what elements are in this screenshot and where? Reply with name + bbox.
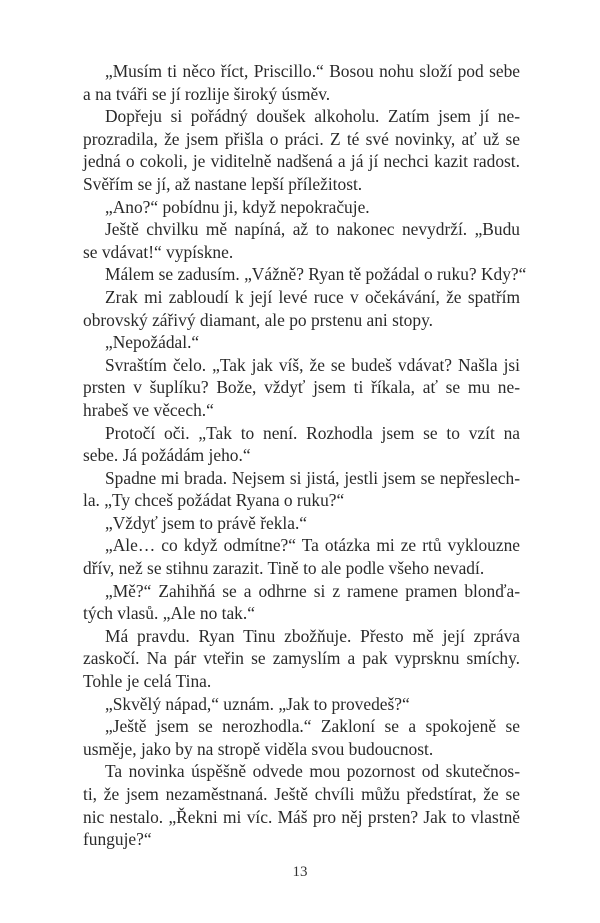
text-line: Má pravdu. Ryan Tinu zbožňuje. Přesto mě její zpráva <box>105 625 520 646</box>
paragraph <box>83 580 520 625</box>
paragraph <box>83 512 520 535</box>
text-line: „Ještě jsem se nerozhodla.“ Zakloní se a spokojeně se <box>105 716 520 737</box>
paragraph <box>83 693 520 716</box>
text-line: tých vlasů. „Ale no tak.“ <box>83 603 255 624</box>
paragraph <box>83 105 520 195</box>
paragraph <box>83 467 520 512</box>
paragraph <box>83 534 520 579</box>
text-line: „Ale… co když odmítne?“ Ta otázka mi ze rtů vyklouzne <box>105 535 520 556</box>
text-line: usměje, jako by na stropě viděla svou budoucnost. <box>83 738 434 759</box>
text-line: Svěřím se jí, až nastane lepší příležitost. <box>83 173 363 194</box>
paragraph <box>83 625 520 693</box>
paragraph <box>83 760 520 850</box>
text-line: prozradila, že jsem přišla o práci. Z té své novinky, ať už se <box>83 128 520 149</box>
text-line: sebe. Já požádám jeho.“ <box>83 445 251 466</box>
paragraph <box>83 715 520 760</box>
paragraph <box>83 286 520 331</box>
text-line: Svraštím čelo. „Tak jak víš, že se budeš vdávat? Našla jsi <box>105 354 520 375</box>
text-line: a na tváři se jí rozlije široký úsměv. <box>83 83 331 104</box>
text-line: „Nepožádal.“ <box>105 332 200 353</box>
paragraph <box>83 263 527 286</box>
text-line: Zrak mi zabloudí k její levé ruce v očekávání, že spatřím <box>105 286 520 307</box>
text-line: „Mě?“ Zahihňá se a odhrne si z ramene pramen blonďa- <box>105 580 520 601</box>
text-line: Spadne mi brada. Nejsem si jistá, jestli jsem se nepřeslech- <box>105 467 520 488</box>
text-line: Tohle je celá Tina. <box>83 671 212 692</box>
text-line: Ta novinka úspěšně odvede mou pozornost od skutečnos- <box>105 761 520 782</box>
paragraph <box>83 331 520 354</box>
book-page-text <box>83 60 527 851</box>
text-line: „Skvělý nápad,“ uznám. „Jak to provedeš?“ <box>105 693 410 714</box>
paragraph <box>83 354 520 422</box>
text-line: „Ano?“ pobídnu ji, když nepokračuje. <box>105 196 370 217</box>
paragraph <box>83 218 520 263</box>
text-line: Protočí oči. „Tak to není. Rozhodla jsem se to vzít na <box>105 422 520 443</box>
text-line: „Vždyť jsem to právě řekla.“ <box>105 512 308 533</box>
text-line: ti, že jsem nezaměstnaná. Ještě chvíli můžu předstírat, že se <box>83 784 520 804</box>
text-line: prsten v šuplíku? Bože, vždyť jsem ti říkala, ať se mu ne- <box>83 377 520 398</box>
paragraph <box>83 196 520 219</box>
text-line: funguje?“ <box>83 829 152 850</box>
text-line: obrovský zářivý diamant, ale po prstenu ani stopy. <box>83 309 433 330</box>
text-line: „Musím ti něco říct, Priscillo.“ Bosou nohu složí pod sebe <box>105 61 520 81</box>
text-line: la. „Ty chceš požádat Ryana o ruku?“ <box>83 490 345 511</box>
text-line: Málem se zadusím. „Vážně? Ryan tě požádal o ruku? Kdy?“ <box>105 264 527 285</box>
text-line: dřív, než se stihnu zarazit. Tině to ale podle všeho nevadí. <box>83 558 485 579</box>
text-line: Ještě chvilku mě napíná, až to nakonec nevydrží. „Budu <box>105 219 520 240</box>
text-line: jedná o cokoli, je viditelně nadšená a já jí nechci kazit radost. <box>83 151 520 172</box>
text-line: se vdávat!“ vypískne. <box>83 241 234 262</box>
text-line: zaskočí. Na pár vteřin se zamyslím a pak vyprsknu smíchy. <box>83 648 520 669</box>
text-line: Dopřeju si pořádný doušek alkoholu. Zatím jsem jí ne- <box>105 106 520 127</box>
page-number: 13 <box>292 864 308 880</box>
paragraph <box>83 422 520 467</box>
text-line: nic nestalo. „Řekni mi víc. Máš pro něj prsten? Jak to vlastně <box>83 806 520 827</box>
paragraph <box>83 60 520 105</box>
text-line: hrabeš ve věcech.“ <box>83 399 214 420</box>
